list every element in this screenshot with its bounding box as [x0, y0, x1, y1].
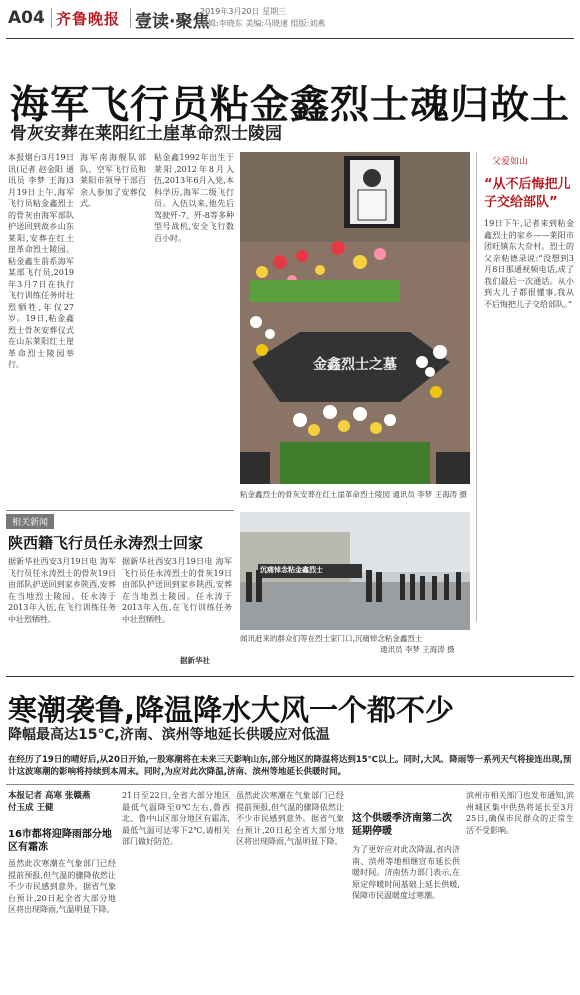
weather-headline: 寒潮袭鲁,降温降水大风一个都不少: [8, 693, 455, 727]
weather-byline: 本报记者 高寒 张赣燕 付玉成 王健: [8, 791, 91, 813]
memorial-illustration: [240, 152, 470, 484]
story-divider: [6, 676, 574, 677]
editor-credits: 编辑:李晓东 美编:马晓速 组版:刘燕: [200, 19, 326, 28]
header-rule: [6, 38, 574, 39]
page-number: A04: [8, 8, 45, 28]
related-news-tag: 相关新闻: [6, 514, 54, 529]
sidebar-tag: 父爱如山: [492, 157, 529, 167]
story1-column-2: 海军南海舰队部队、空军飞行员和莱阳市领导干部百余人参加了安葬仪式。: [80, 153, 146, 208]
related-column-1: 据新华社西安3月19日电 海军飞行员任永涛烈士的骨灰19日由部队护送回到家乡陕西,安葬在当地烈士陵园。任永涛于2013年入伍,在飞行训练任务中壮烈牺牲。: [8, 557, 116, 624]
weather-column-1: 虽然此次寒潮在气象部门已经提前预报,但气温的骤降依然让不少市民感到意外。据省气象台预计,20日起全省大部分地区将出现降雨,气温明显下降。: [8, 859, 116, 914]
divider: [130, 8, 131, 28]
weather-column-3: 虽然此次寒潮在气象部门已经提前预报,但气温的骤降依然让不少市民感到意外。据省气象台预计,20日起全省大部分地区将出现降雨,气温明显下降。: [236, 791, 344, 846]
story1-column-1: 本报烟台3月19日讯(记者 赵金阳 通讯员 李梦 王海)3月19日上午,海军飞行员粘金鑫烈士的骨灰由海军部队护送回到故乡山东莱阳,安葬在红土崖革命烈士陵园。粘金鑫生前系海军某部飞行员,2019年3月7日在执行飞行训练任务时壮烈牺牲,年仅27岁。19日,粘金鑫烈士骨灰安葬仪式在山东莱阳红土崖革命烈士陵园举行。: [8, 153, 74, 369]
newspaper-logo: 齐鲁晚报: [56, 10, 121, 28]
weather-subhead-a: 16市都将迎降雨部分地区有霜冻: [8, 829, 112, 853]
sidebar-text: 19日下午,记者来到粘金鑫烈士的家乡——莱阳市团旺镇东大夼村。烈士的父亲粘德录说:“没想到3月8日那通视频电话,成了我们最后一次通话。从小到大儿子都很懂事,我从不后悔把儿子交给部队。”: [484, 219, 574, 309]
related-photo-credit: 通讯员 李梦 王海涛 摄: [380, 645, 455, 654]
section-rule: [6, 510, 234, 511]
sidebar-title: “从不后悔把儿子交给部队”: [484, 177, 571, 210]
lead-rule: [6, 784, 574, 785]
weather-column-5: 滨州市相关部门也发布通知,滨州城区集中供热将延长至3月25日,确保市民群众的正常生活不受影响。: [466, 791, 574, 835]
related-headline: 陕西籍飞行员任永涛烈士回家: [8, 534, 204, 552]
divider: [51, 8, 52, 28]
tombstone-inscription: 金鑫烈士之墓: [313, 357, 397, 373]
main-photo-caption: 粘金鑫烈士的骨灰安葬在红土崖革命烈士陵园 通讯员 李梦 王海涛 摄: [240, 490, 468, 499]
related-column-2: 据新华社西安3月19日电 海军飞行员任永涛烈士的骨灰19日由部队护送回到家乡陕西,安葬在当地烈士陵园。任永涛于2013年入伍,在飞行训练任务中壮烈牺牲。: [122, 557, 232, 624]
memorial-photo: [240, 152, 470, 484]
issue-date: 2019年3月20日 星期三: [200, 7, 287, 16]
mourning-banner: 沉痛悼念粘金鑫烈士: [260, 566, 323, 574]
weather-column-4: 为了更好应对此次降温,省内济南、滨州等地相继宣布延长供暖时间。济南热力部门表示,在原定停暖时间基础上延长供暖,保障市民温暖度过寒潮。: [352, 845, 460, 900]
weather-column-2: 21日至22日,全省大部分地区最低气温降至0℃左右,鲁西北、鲁中山区部分地区有霜冻,最低气温可达零下2℃,请相关部门做好防范。: [122, 791, 230, 846]
main-headline: 海军飞行员粘金鑫烈士魂归故土: [10, 83, 571, 128]
weather-subhead: 降幅最高达15℃,济南、滨州等地延长供暖应对低温: [8, 727, 330, 743]
page-header: [0, 0, 580, 38]
section-name: 壹读·聚焦: [135, 12, 210, 32]
mourners-photo: [240, 512, 470, 630]
related-source: 据新华社: [180, 656, 210, 665]
story1-column-3: 粘金鑫1992年出生于莱阳,2012年8月入伍,2013年6月入党,本科学历,海军二级飞行员。入伍以来,他先后驾驶歼-7、歼-8等多种型号战机,安全飞行数百小时。: [154, 153, 234, 243]
weather-lead: 在经历了19日的晴好后,从20日开始,一股寒潮将在未来三天影响山东,部分地区的降温将达到15℃以上。同时,大风、降雨等一系列天气将接连出现,预计这波寒潮的影响将持续到本周末。同时,为应对此次降温,济南、滨州等地延长供暖时间。: [8, 755, 572, 777]
main-subhead: 骨灰安葬在莱阳红土崖革命烈士陵园: [10, 124, 282, 144]
related-photo-caption: 闻讯赶来的群众们等在烈士家门口,沉痛悼念粘金鑫烈士: [240, 634, 423, 643]
weather-subhead-b: 这个供暖季济南第二次延期停暖: [352, 813, 452, 837]
